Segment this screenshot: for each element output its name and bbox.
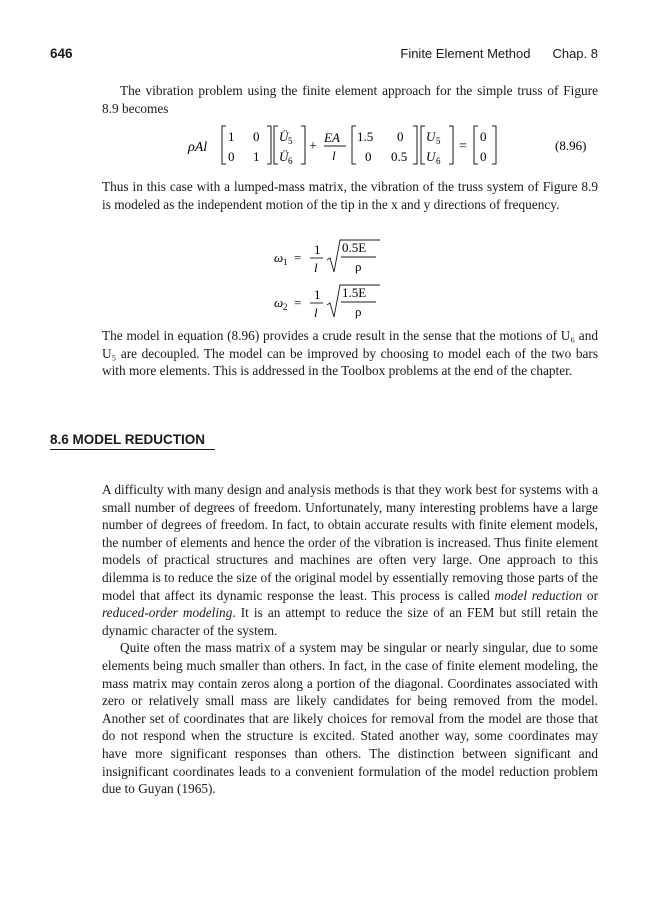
omega1-subscript: 1: [283, 257, 288, 267]
rhs-left-bracket: [474, 126, 478, 164]
disp-u5-subscript: 5: [436, 136, 441, 146]
section-heading: 8.6 MODEL REDUCTION: [50, 432, 215, 450]
omega1-numerator: 1: [314, 242, 321, 257]
accel-vector-right-bracket: [301, 126, 305, 164]
equation-number: (8.96): [555, 138, 587, 153]
accel-vector-left-bracket: [274, 126, 278, 164]
mass-matrix-left-bracket: [222, 126, 226, 164]
book-title: Finite Element Method: [400, 46, 531, 61]
omega2-denominator: l: [314, 305, 318, 320]
rhs-row2: 0: [480, 149, 487, 164]
paragraph-crude-model-text: The model in equation (8.96) provides a crude result in the sense that the motions of U₆ and U₅ are decoupled. The model can be improved by choosing to model each of the two bars with more elements. This is addressed in the Toolbox problems at the end of the chapter.: [102, 328, 598, 379]
stiffness-denominator: l: [332, 148, 336, 163]
stiffness-matrix-right-bracket: [413, 126, 417, 164]
mass-m21: 0: [228, 149, 235, 164]
mass-m11: 1: [228, 129, 235, 144]
disp-u5: U: [426, 129, 436, 144]
mass-matrix-right-bracket: [267, 126, 271, 164]
stiff-k21: 0: [365, 149, 372, 164]
plus-sign: +: [309, 139, 317, 154]
equals-sign: =: [459, 139, 467, 154]
page-number: 646: [50, 46, 73, 61]
paragraph-crude-model: [102, 327, 598, 380]
stiff-k11: 1.5: [357, 129, 374, 144]
omega1-equation: [270, 234, 420, 280]
accel-u5-subscript: 5: [288, 136, 293, 146]
omega1-equals: =: [294, 250, 302, 265]
omega1-symbol: ω: [274, 250, 284, 265]
accel-u5: Ü: [279, 129, 289, 144]
mass-m12: 0: [253, 129, 260, 144]
model-reduction-text-c: . It is an attempt to reduce the size of an FEM but still retain the dynamic character of the system.: [102, 605, 598, 638]
omega1-radicand-denominator: ρ: [355, 259, 362, 274]
paragraph-lumped-mass-text: Thus in this case with a lumped-mass matrix, the vibration of the truss system of Figure 8.9 is modeled as the independent motion of the tip in the x and y directions of frequency.: [102, 179, 598, 212]
accel-u6: Ü: [279, 149, 289, 164]
disp-u6-subscript: 6: [436, 156, 441, 166]
chapter-label: Chap. 8: [552, 46, 598, 61]
omega1-radicand-numerator: 0.5E: [342, 240, 367, 255]
paragraph-intro: [102, 82, 598, 117]
accel-u6-subscript: 6: [288, 156, 293, 166]
running-header: [400, 46, 598, 61]
stiffness-numerator: EA: [324, 130, 340, 145]
paragraph-model-reduction: [102, 481, 598, 798]
omega2-radicand-denominator: ρ: [355, 304, 362, 319]
stiff-k22: 0.5: [391, 149, 408, 164]
omega2-radicand-numerator: 1.5E: [342, 285, 367, 300]
omega2-symbol: ω: [274, 295, 284, 310]
stiff-k12: 0: [397, 129, 404, 144]
stiffness-matrix-left-bracket: [352, 126, 356, 164]
omega2-equals: =: [294, 295, 302, 310]
disp-vector-right-bracket: [449, 126, 453, 164]
model-reduction-text-b: or: [582, 587, 598, 603]
paragraph-mass-matrix-text: Quite often the mass matrix of a system may be singular or nearly singular, due to some elements being much smaller than others. In fact, in the case of finite element modeling, the mass matrix may contain zeros along a portion of the diagonal. Coordinates associated with zero or relatively small mass are likely candidates for being removed from the model. Another set of coordinates that are likely choices for removal from the model are those that do not respond when the structure is excited. Stated another way, some coordinates may have more significant responses than others. The distinction between significant and insignificant coordinates leads to a convenient formulation of the model reduction problem due to Guyan (1965).: [102, 640, 598, 797]
paragraph-intro-text: The vibration problem using the finite element approach for the simple truss of Figure 8.9 becomes: [102, 83, 598, 116]
omega2-subscript: 2: [283, 302, 288, 312]
disp-vector-left-bracket: [421, 126, 425, 164]
equation-8-96: [180, 120, 600, 170]
omega2-equation: [270, 279, 420, 325]
paragraph-model-reduction-text: [102, 481, 598, 639]
omega2-numerator: 1: [314, 287, 321, 302]
term-model-reduction: model reduction: [494, 587, 583, 603]
disp-u6: U: [426, 149, 436, 164]
paragraph-lumped-mass: [102, 178, 598, 213]
rhs-row1: 0: [480, 129, 487, 144]
model-reduction-text-a: A difficulty with many design and analysis methods is that they work best for systems with a small number of degrees of freedom. Unfortunately, many interesting problems have a large number of degrees of freedom. In fact, to obtain accurate results with finite element models, the number of elements and hence the order of the vibration is increased. Thus finite element models of practical structures and machines are often very large. One approach to this dilemma is to reduce the size of the original model by essentially removing those parts of the model that affect its dynamic response the least. This process is called: [102, 482, 598, 603]
omega1-denominator: l: [314, 260, 318, 275]
mass-m22: 1: [253, 149, 260, 164]
term-reduced-order-modeling: reduced-order modeling: [102, 605, 233, 621]
rhs-right-bracket: [492, 126, 496, 164]
mass-coefficient: ρAl: [188, 140, 208, 155]
